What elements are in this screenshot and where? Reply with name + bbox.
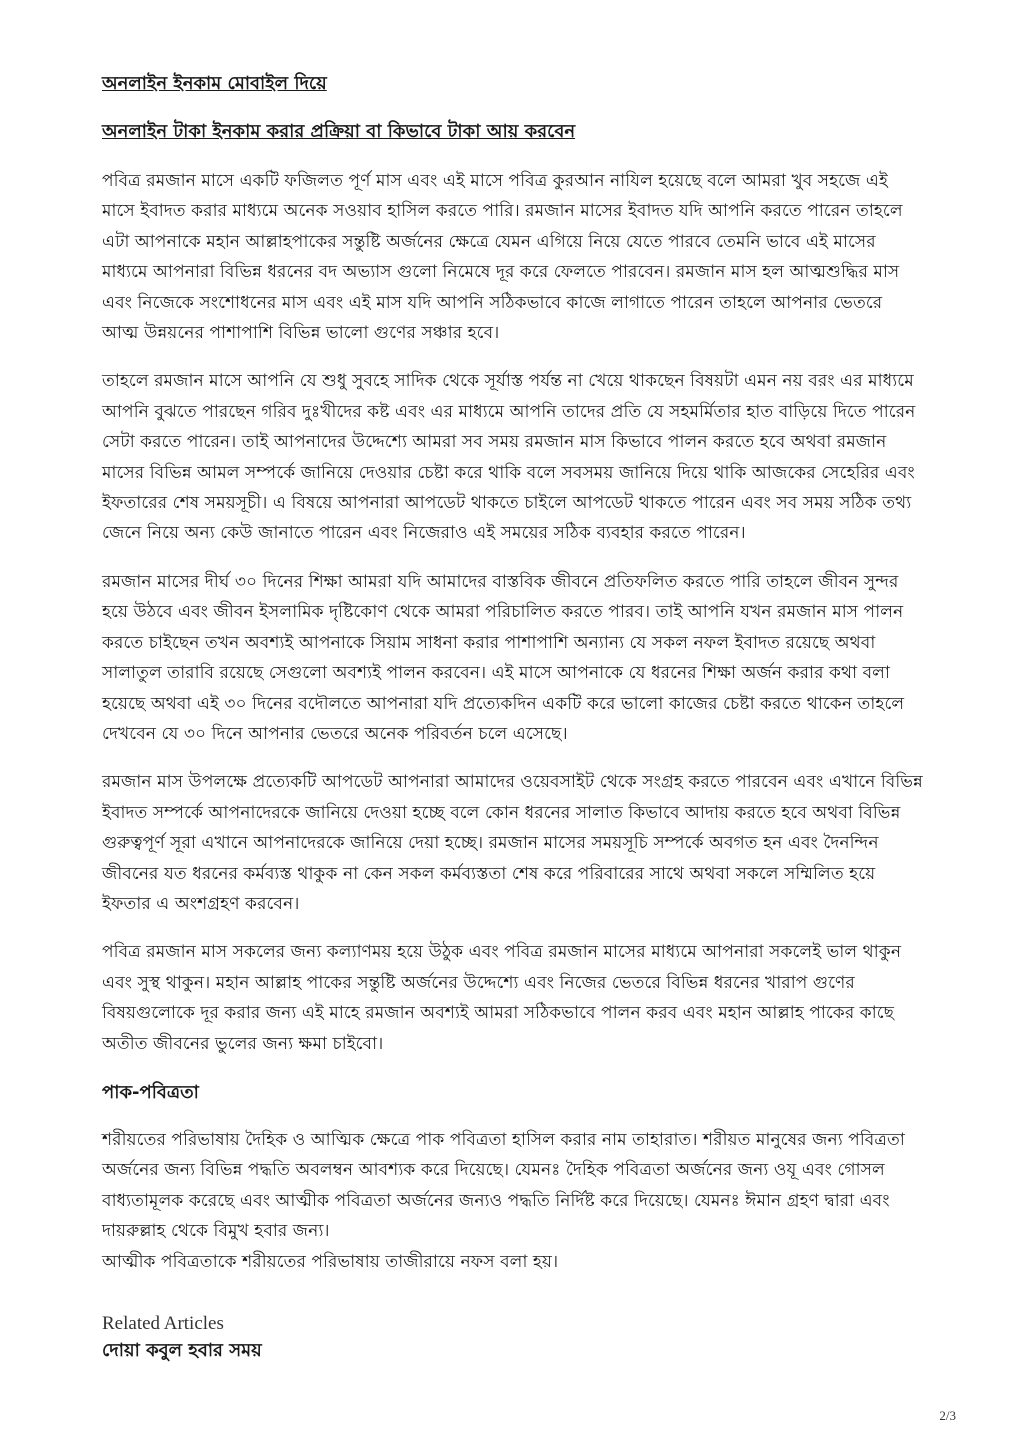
page-number: 2/3 [939,1408,956,1423]
paragraph-4: রমজান মাস উপলক্ষে প্রত্যেকটি আপডেট আপনারা আমাদের ওয়েবসাইট থেকে সংগ্রহ করতে পারবেন এবং এখানে বিভিন্ন ইবাদত সম্পর্কে আপনাদেরকে জানিয়ে দেওয়া হচ্ছে বলে কোন ধরনের সালাত কিভাবে আদায় করতে হবে অথবা বিভিন্ন গুরুত্বপূর্ণ সূরা এখানে আপনাদেরকে জানিয়ে দেয়া হচ্ছে। রমজান মাসের সময়সূচি সম্পর্কে অবগত হন এবং দৈনন্দিন জীবনের যত ধরনের কর্মব্যস্ত থাকুক না কেন সকল কর্মব্যস্ততা শেষ করে পরিবারের সাথে অথবা সকলে সম্মিলিত হয়ে ইফতার এ অংশগ্রহণ করবেন। [102,772,923,914]
paragraph-2: তাহলে রমজান মাসে আপনি যে শুধু সুবহে সাদিক থেকে সূর্যাস্ত পর্যন্ত না খেয়ে থাকছেন বিষয়টা এমন নয় বরং এর মাধ্যমে আপনি বুঝতে পারছেন গরিব দুঃখীদের কষ্ট এবং এর মাধ্যমে আপনি তাদের প্রতি যে সহমর্মিতার হাত বাড়িয়ে দিতে পারেন সেটা করতে পারেন। তাই আপনাদের উদ্দেশ্যে আমরা সব সময় রমজান মাস কিভাবে পালন করতে হবে অথবা রমজান মাসের বিভিন্ন আমল সম্পর্কে জানিয়ে দেওয়ার চেষ্টা করে থাকি বলে সবসময় জানিয়ে দিয়ে থাকি আজকের সেহেরির এবং ইফতারের শেষ সময়সূচী। এ বিষয়ে আপনারা আপডেট থাকতে চাইলে আপডেট থাকতে পারেন এবং সব সময় সঠিক তথ্য জেনে নিয়ে অন্য কেউ জানাতে পারেন এবং নিজেরাও এই সময়ের সঠিক ব্যবহার করতে পারেন। [102,371,916,544]
paragraph-3: রমজান মাসের দীর্ঘ ৩০ দিনের শিক্ষা আমরা যদি আমাদের বাস্তবিক জীবনে প্রতিফলিত করতে পারি তাহলে জীবন সুন্দর হয়ে উঠবে এবং জীবন ইসলামিক দৃষ্টিকোণ থেকে আমরা পরিচালিত করতে পারব। তাই আপনি যখন রমজান মাস পালন করতে চাইছেন তখন অবশ্যই আপনাকে সিয়াম সাধনা করার পাশাপাশি অন্যান্য যে সকল নফল ইবাদত রয়েছে অথবা সালাতুল তারাবি রয়েছে সেগুলো অবশ্যই পালন করবেন। এই মাসে আপনাকে যে ধরনের শিক্ষা অর্জন করার কথা বলা হয়েছে অথবা এই ৩০ দিনের বদৌলতে আপনারা যদি প্রত্যেকদিন একটি করে ভালো কাজের চেষ্টা করতে থাকেন তাহলে দেখবেন যে ৩০ দিনে আপনার ভেতরে অনেক পরিবর্তন চলে এসেছে। [102,571,905,744]
section-paragraph-2: আত্মীক পবিত্রতাকে শরীয়তের পরিভাষায় তাজীরায়ে নফস বলা হয়। [102,1251,559,1272]
paragraph-5: পবিত্র রমজান মাস সকলের জন্য কল্যাণময় হয়ে উঠুক এবং পবিত্র রমজান মাসের মাধ্যমে আপনারা সকলেই ভাল থাকুন এবং সুস্থ থাকুন। মহান আল্লাহ পাকের সন্তুষ্টি অর্জনের উদ্দেশ্যে এবং নিজের ভেতরে বিভিন্ন ধরনের খারাপ গুণের বিষয়গুলোকে দূর করার জন্য এই মাহে রমজান অবশ্যই আমরা সঠিকভাবে পালন করব এবং মহান আল্লাহ পাকের কাছে অতীত জীবনের ভুলের জন্য ক্ষমা চাইবো। [102,942,902,1054]
section-paragraph-1: শরীয়তের পরিভাষায় দৈহিক ও আত্মিক ক্ষেত্রে পাক পবিত্রতা হাসিল করার নাম তাহারাত। শরীয়ত মানুষের জন্য পবিত্রতা অর্জনের জন্য বিভিন্ন পদ্ধতি অবলম্বন আবশ্যক করে দিয়েছে। যেমনঃ দৈহিক পবিত্রতা অর্জনের জন্য ওযূ এবং গোসল বাধ্যতামূলক করেছে এবং আত্মীক পবিত্রতা অর্জনের জন্যও পদ্ধতি নির্দিষ্ট করে দিয়েছে। যেমনঃ ঈমান গ্রহণ দ্বারা এবং দায়রুল্লাহ থেকে বিমুখ হবার জন্য। [102,1129,905,1242]
related-articles [102,1311,924,1365]
section-heading-purity: পাক-পবিত্রতা [102,1081,199,1103]
heading-link-online-money-process[interactable]: অনলাইন টাকা ইনকাম করার প্রক্রিয়া বা কিভাবে টাকা আয় করবেন [102,121,576,142]
document-page [102,68,924,1365]
related-article-link[interactable]: দোয়া কবুল হবার সময় [102,1340,262,1361]
paragraph-1: পবিত্র রমজান মাসে একটি ফজিলত পূর্ণ মাস এবং এই মাসে পবিত্র কুরআন নাযিল হয়েছে বলে আমরা খুব সহজে এই মাসে ইবাদত করার মাধ্যমে অনেক সওয়াব হাসিল করতে পারি। রমজান মাসের ইবাদত যদি আপনি করতে পারেন তাহলে এটা আপনাকে মহান আল্লাহপাকের সন্তুষ্টি অর্জনের ক্ষেত্রে যেমন এগিয়ে নিয়ে যেতে পারবে তেমনি ভাবে এই মাসের মাধ্যমে আপনারা বিভিন্ন ধরনের বদ অভ্যাস গুলো নিমেষে দূর করে ফেলতে পারবেন। রমজান মাস হল আত্মশুদ্ধির মাস এবং নিজেকে সংশোধনের মাস এবং এই মাস যদি আপনি সঠিকভাবে কাজে লাগাতে পারেন তাহলে আপনার ভেতরে আত্ম উন্নয়নের পাশাপাশি বিভিন্ন ভালো গুণের সঞ্চার হবে। [102,171,903,344]
related-articles-label: Related Articles [102,1313,224,1334]
heading-link-online-income-mobile[interactable]: অনলাইন ইনকাম মোবাইল দিয়ে [102,73,327,94]
